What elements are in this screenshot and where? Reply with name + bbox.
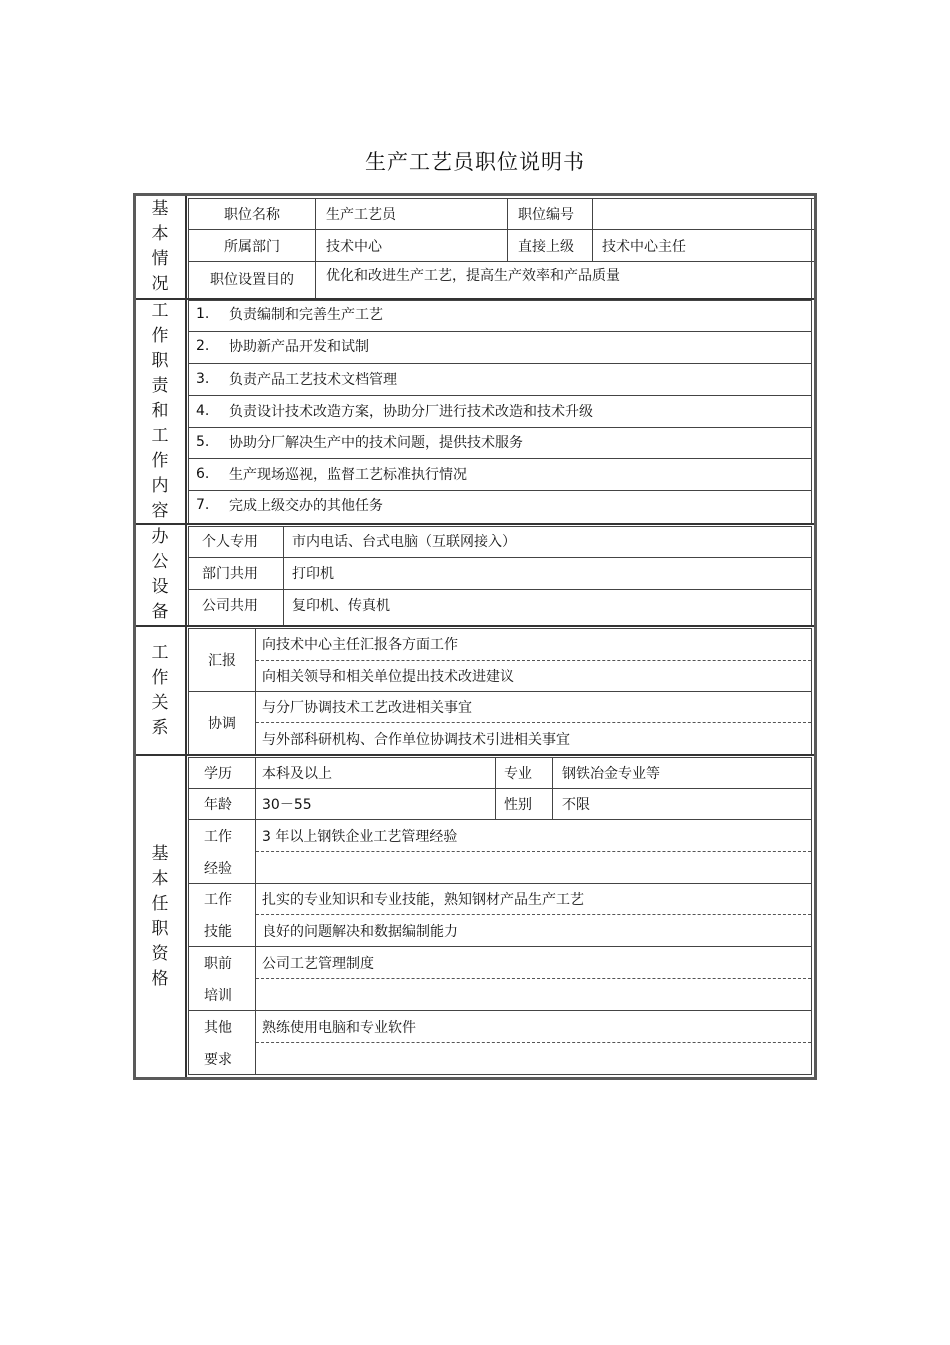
- section-divider: [136, 523, 814, 525]
- header-char: 公: [151, 552, 169, 572]
- duty-number: 4.: [196, 402, 210, 419]
- header-char: 本: [151, 868, 169, 889]
- equipment-value: 复印机、传真机: [292, 597, 390, 614]
- col-line: [507, 198, 508, 261]
- col-line: [811, 526, 812, 625]
- duty-number: 6.: [196, 465, 210, 482]
- skills-label: 工作: [204, 892, 232, 908]
- header-char: 作: [151, 451, 169, 471]
- header-char: 办: [151, 527, 169, 547]
- duty-number: 1.: [196, 306, 210, 322]
- header-char: 设: [151, 577, 169, 597]
- header-char: 责: [151, 376, 169, 396]
- equipment-value: 打印机: [292, 565, 334, 582]
- skills-line: 扎实的专业知识和专业技能，熟知钢材产品生产工艺: [262, 892, 584, 908]
- equipment-label: 个人专用: [202, 534, 258, 550]
- duty-item: 负责产品工艺技术文档管理: [229, 371, 397, 388]
- header-char: 况: [151, 274, 169, 294]
- header-char: 工: [151, 301, 169, 321]
- duty-number: 3.: [196, 370, 210, 387]
- row-line: [188, 1074, 812, 1075]
- duty-item: 负责设计技术改造方案，协助分厂进行技术改造和技术升级: [229, 403, 593, 420]
- training-label: 培训: [204, 987, 232, 1004]
- purpose-label: 职位设置目的: [210, 272, 294, 288]
- header-char: 职: [151, 351, 169, 371]
- section-divider: [136, 754, 814, 756]
- experience-line: 3 年以上钢铁企业工艺管理经验: [262, 828, 458, 845]
- col-line: [315, 198, 316, 298]
- col-line: [283, 526, 284, 625]
- department-label: 所属部门: [224, 238, 280, 255]
- section-header-equipment: [136, 525, 184, 625]
- header-char: 格: [151, 968, 169, 989]
- position-name-label: 职位名称: [224, 207, 280, 223]
- coordinate-line: 与分厂协调技术工艺改进相关事宜: [262, 699, 472, 716]
- header-char: 资: [151, 943, 169, 964]
- other-label: 要求: [204, 1051, 232, 1068]
- header-char: 本: [151, 224, 169, 244]
- duty-number: 2.: [196, 338, 210, 354]
- supervisor-value: 技术中心主任: [602, 238, 686, 255]
- supervisor-label: 直接上级: [518, 238, 574, 255]
- skills-line: 良好的问题解决和数据编制能力: [262, 923, 458, 940]
- training-label: 职前: [204, 955, 232, 972]
- position-code-label: 职位编号: [518, 207, 574, 223]
- header-char: 基: [151, 199, 169, 219]
- section-divider: [136, 625, 814, 627]
- gender-label: 性别: [504, 797, 532, 813]
- report-line: 向技术中心主任汇报各方面工作: [262, 637, 458, 653]
- header-char: 工: [151, 426, 169, 446]
- other-line: 熟练使用电脑和专业软件: [262, 1019, 416, 1036]
- duty-item: 负责编制和完善生产工艺: [229, 307, 383, 323]
- col-line: [255, 757, 256, 1075]
- header-char: 职: [151, 918, 169, 939]
- header-char: 和: [151, 401, 169, 421]
- header-char: 任: [151, 893, 169, 914]
- duty-number: 7.: [196, 497, 210, 513]
- age-value: 30－55: [262, 797, 312, 813]
- position-code-value: [602, 199, 802, 229]
- header-column-divider: [185, 196, 187, 1077]
- col-line: [188, 526, 189, 625]
- duty-number: 5.: [196, 434, 210, 450]
- experience-label: 工作: [204, 828, 232, 845]
- purpose-value: 优化和改进生产工艺，提高生产效率和产品质量: [326, 268, 620, 284]
- header-char: 情: [151, 249, 169, 269]
- header-char: 容: [151, 501, 169, 521]
- major-value: 钢铁冶金专业等: [562, 765, 660, 782]
- age-label: 年龄: [204, 797, 232, 813]
- education-value: 本科及以上: [262, 765, 332, 782]
- training-line: [262, 979, 802, 1010]
- col-line: [811, 198, 812, 298]
- experience-label: 经验: [204, 860, 232, 877]
- major-label: 专业: [504, 765, 532, 782]
- equipment-label: 公司共用: [202, 597, 258, 614]
- duty-item: 生产现场巡视，监督工艺标准执行情况: [229, 466, 467, 483]
- coordinate-line: 与外部科研机构、合作单位协调技术引进相关事宜: [262, 731, 570, 748]
- skills-label: 技能: [204, 923, 232, 940]
- header-char: 系: [151, 717, 169, 738]
- header-char: 关: [151, 692, 169, 713]
- header-char: 作: [151, 326, 169, 346]
- section-header-relations: [136, 627, 184, 754]
- header-char: 备: [151, 602, 169, 622]
- duty-item: 协助新产品开发和试制: [229, 339, 369, 355]
- header-char: 基: [151, 843, 169, 864]
- section-header-basic: [136, 196, 184, 298]
- header-char: 内: [151, 476, 169, 496]
- coordinate-label: 协调: [208, 716, 236, 732]
- header-char: 作: [151, 667, 169, 688]
- col-line: [592, 198, 593, 261]
- position-name-value: 生产工艺员: [326, 207, 396, 223]
- other-line: [262, 1043, 802, 1074]
- training-line: 公司工艺管理制度: [262, 955, 374, 972]
- department-value: 技术中心: [326, 238, 382, 255]
- col-line: [188, 757, 189, 1075]
- duty-item: 协助分厂解决生产中的技术问题，提供技术服务: [229, 435, 523, 451]
- report-line: 向相关领导和相关单位提出技术改进建议: [262, 668, 514, 685]
- header-char: 工: [151, 642, 169, 663]
- section-header-duties: [136, 300, 184, 523]
- section-header-qualifications: [136, 756, 184, 1077]
- gender-value: 不限: [562, 797, 590, 813]
- other-label: 其他: [204, 1019, 232, 1036]
- report-label: 汇报: [208, 653, 236, 669]
- col-line: [811, 757, 812, 1075]
- education-label: 学历: [204, 765, 232, 782]
- page-title: 生产工艺员职位说明书: [365, 150, 585, 174]
- equipment-value: 市内电话、台式电脑（互联网接入）: [292, 534, 516, 550]
- experience-line: [262, 852, 802, 883]
- equipment-label: 部门共用: [202, 565, 258, 582]
- duty-item: 完成上级交办的其他任务: [229, 498, 383, 514]
